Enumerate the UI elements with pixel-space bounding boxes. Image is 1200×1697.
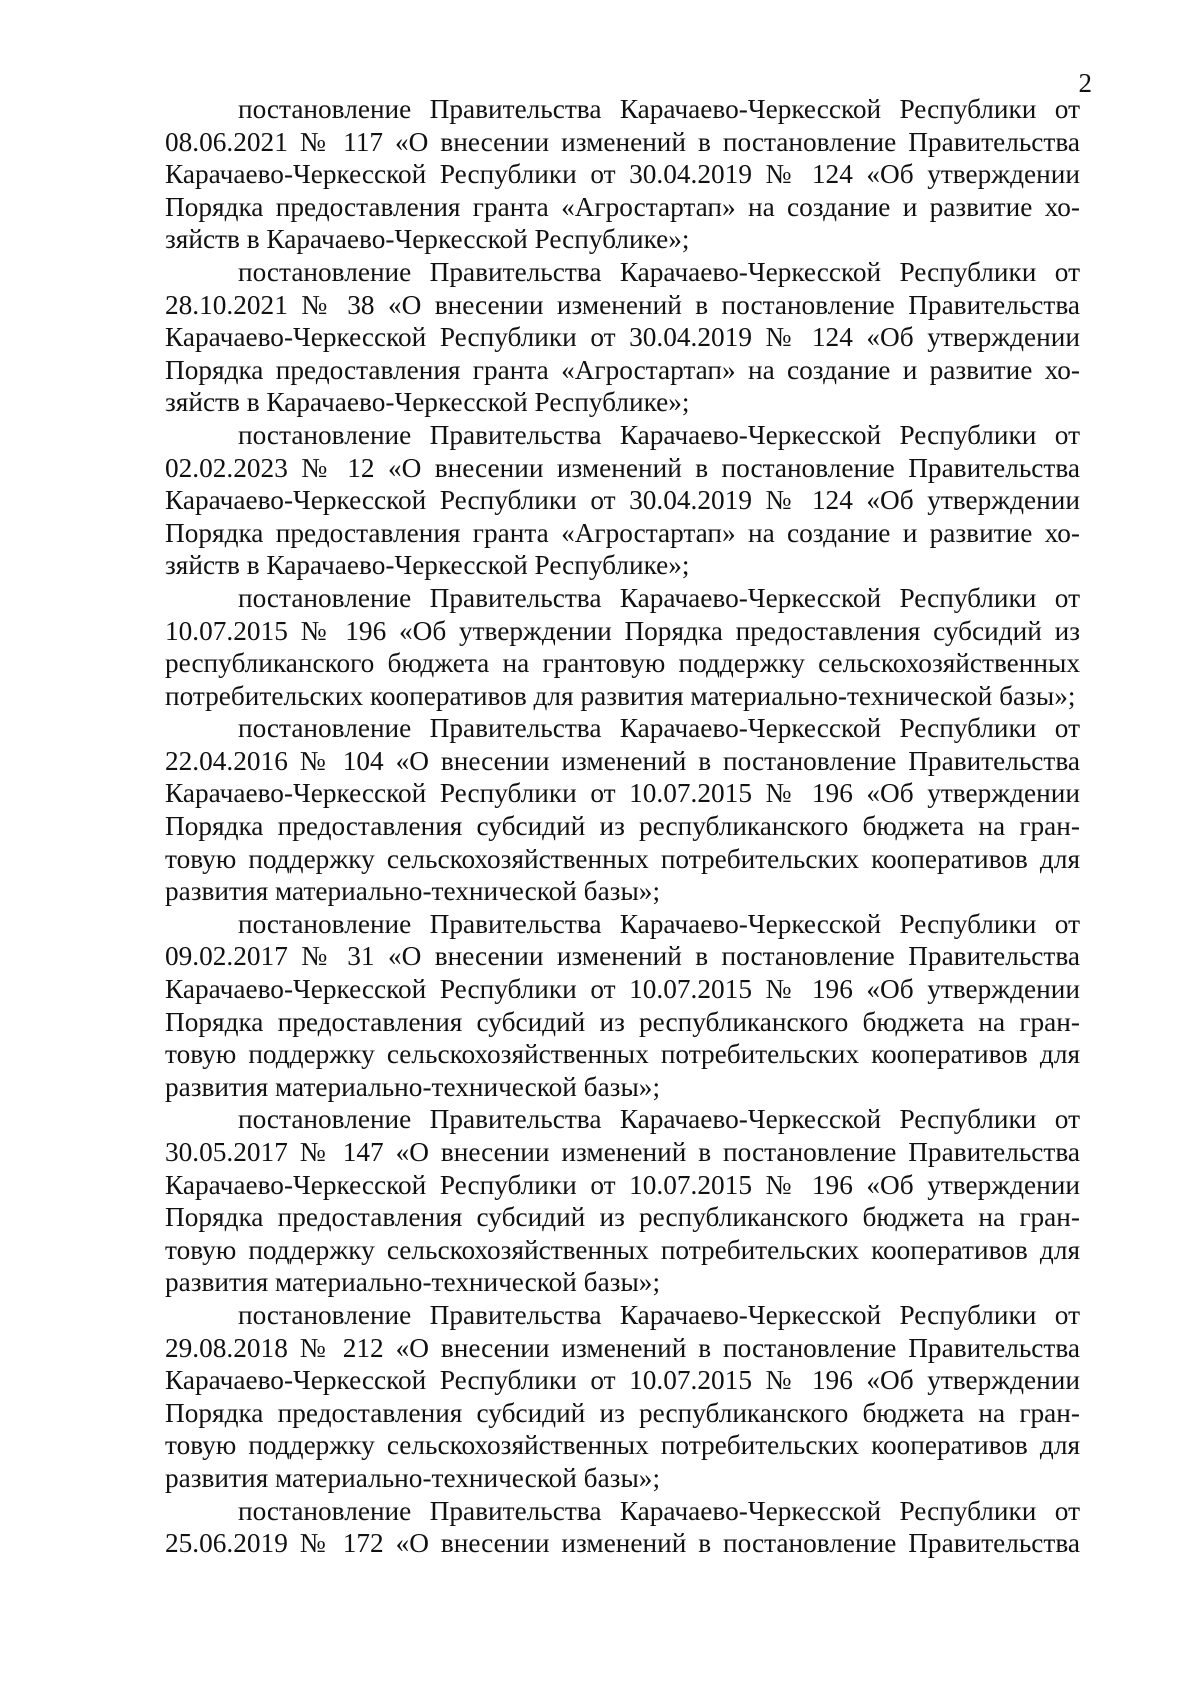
paragraph-4: постановление Правительства Карачаево-Черкесской Республики от 10.07.2015 № 196 «Об утверждении Порядка предоставления субсидий из республиканского бюджета на грантовую поддержку сельскохозяйственных потребительских кооперативов для развития материально-технической базы»; [165,582,1080,711]
paragraph-1: постановление Правительства Карачаево-Черкесской Республики от 08.06.2021 № 117 «О внесении изменений в постановление Правительства Карачаево-Черкесской Республики от 30.04.2019 № 124 «Об утверждении Порядка предоставления гранта «Агростартап» на создание и развитие хозяйств в Карачаево-Черкесской Республике»; [165,94,1080,255]
paragraph-5: постановление Правительства Карачаево-Черкесской Республики от 22.04.2016 № 104 «О внесении изменений в постановление Правительства Карачаево-Черкесской Республики от 10.07.2015 № 196 «Об утверждении Порядка предоставления субсидий из республиканского бюджета на грантовую поддержку сельскохозяйственных потребительских кооперативов для развития материально-технической базы»; [165,713,1080,907]
page-number: 2 [1078,68,1092,98]
paragraph-9: постановление Правительства Карачаево-Черкесской Республики от 25.06.2019 № 172 «О внесении изменений в постановление Правительства [165,1495,1080,1559]
document-body [165,93,1080,1560]
paragraph-8: постановление Правительства Карачаево-Черкесской Республики от 29.08.2018 № 212 «О внесении изменений в постановление Правительства Карачаево-Черкесской Республики от 10.07.2015 № 196 «Об утверждении Порядка предоставления субсидий из республиканского бюджета на грантовую поддержку сельскохозяйственных потребительских кооперативов для развития материально-технической базы»; [165,1299,1080,1493]
paragraph-2: постановление Правительства Карачаево-Черкесской Республики от 28.10.2021 № 38 «О внесении изменений в постановление Правительства Карачаево-Черкесской Республики от 30.04.2019 № 124 «Об утверждении Порядка предоставления гранта «Агростартап» на создание и развитие хозяйств в Карачаево-Черкесской Республике»; [165,256,1080,418]
paragraph-3: постановление Правительства Карачаево-Черкесской Республики от 02.02.2023 № 12 «О внесении изменений в постановление Правительства Карачаево-Черкесской Республики от 30.04.2019 № 124 «Об утверждении Порядка предоставления гранта «Агростартап» на создание и развитие хозяйств в Карачаево-Черкесской Республике»; [165,419,1080,581]
paragraph-6: постановление Правительства Карачаево-Черкесской Республики от 09.02.2017 № 31 «О внесении изменений в постановление Правительства Карачаево-Черкесской Республики от 10.07.2015 № 196 «Об утверждении Порядка предоставления субсидий из республиканского бюджета на грантовую поддержку сельскохозяйственных потребительских кооперативов для развития материально-технической базы»; [165,908,1080,1102]
paragraph-7: постановление Правительства Карачаево-Черкесской Республики от 30.05.2017 № 147 «О внесении изменений в постановление Правительства Карачаево-Черкесской Республики от 10.07.2015 № 196 «Об утверждении Порядка предоставления субсидий из республиканского бюджета на грантовую поддержку сельскохозяйственных потребительских кооперативов для развития материально-технической базы»; [165,1104,1080,1298]
